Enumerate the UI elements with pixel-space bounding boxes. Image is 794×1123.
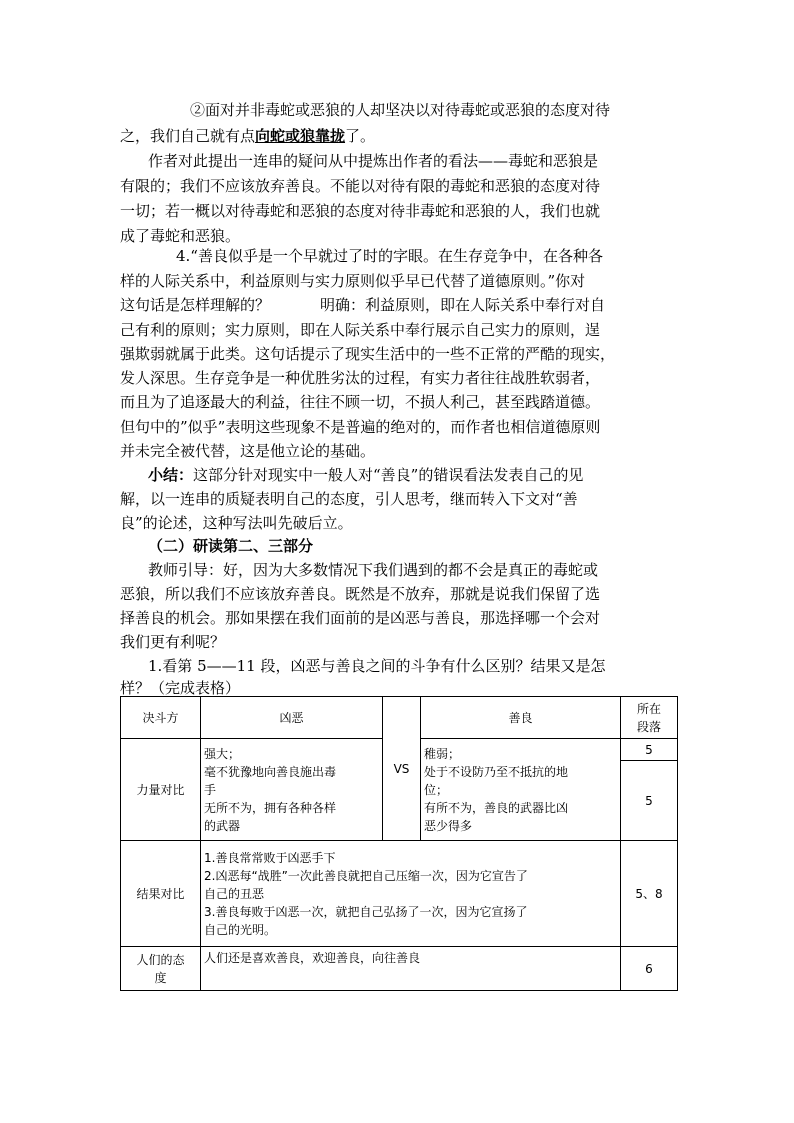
text-line: 发人深思。生存竞争是一种优胜劣汰的过程，有实力者往往战胜软弱者， bbox=[120, 369, 601, 387]
attitude-paragraph: 6 bbox=[621, 947, 678, 991]
row-label-attitude bbox=[121, 947, 201, 991]
text-line: 4.“善良似乎是一个早就过了时的字眼。在生存竞争中，在各种各 bbox=[176, 247, 603, 265]
power-paragraph-b: 5 bbox=[621, 761, 678, 841]
result-cell bbox=[201, 841, 621, 947]
text-line: 1.看第 5——11 段，凶恶与善良之间的斗争有什么区别？结果又是怎 bbox=[148, 657, 606, 675]
header-paragraph-line2: 段落 bbox=[636, 719, 661, 734]
text-span: 这句话是怎样理解的？ bbox=[120, 296, 271, 314]
cell-line: 毫不犹豫地向善良施出毒 bbox=[204, 764, 337, 779]
text-line: 成了毒蛇和恶狼。 bbox=[120, 227, 241, 245]
header-evil: 凶恶 bbox=[201, 697, 383, 739]
power-paragraph-a: 5 bbox=[621, 739, 678, 761]
attitude-cell: 人们还是喜欢善良，欢迎善良，向往善良 bbox=[201, 947, 621, 991]
text-line: 样？（完成表格） bbox=[120, 679, 241, 697]
cell-line: 的武器 bbox=[204, 818, 241, 833]
cell-line: 处于不设防乃至不抵抗的地 bbox=[424, 764, 569, 779]
table-header-row bbox=[121, 697, 678, 739]
cell-line: 人们的态 bbox=[136, 952, 185, 967]
cell-line: 无所不为，拥有各种各样 bbox=[204, 800, 337, 815]
text-line: 教师引导：好，因为大多数情况下我们遇到的都不会是真正的毒蛇或 bbox=[148, 561, 599, 579]
comparison-table bbox=[120, 696, 678, 991]
text-line: 恶狼，所以我们不应该放弃善良。既然是不放弃，那就是说我们保留了选 bbox=[120, 585, 601, 603]
power-evil-cell bbox=[201, 739, 383, 841]
cell-line: 3.善良每败于凶恶一次，就把自己弘扬了一次，因为它宣扬了 bbox=[204, 904, 528, 919]
underlined-phrase: 向蛇或狼靠拢 bbox=[255, 127, 346, 145]
text-span: 了。 bbox=[345, 127, 376, 145]
text-line bbox=[120, 127, 375, 145]
result-paragraph: 5、8 bbox=[621, 841, 678, 947]
text-line: ②面对并非毒蛇或恶狼的人却坚决以对待毒蛇或恶狼的态度对待 bbox=[190, 101, 611, 119]
vs-cell: VS bbox=[383, 697, 421, 841]
text-line: 有限的；我们不应该放弃善良。不能以对待有限的毒蛇和恶狼的态度对待 bbox=[120, 177, 601, 195]
cell-line: 稚弱； bbox=[424, 746, 461, 761]
header-party: 决斗方 bbox=[121, 697, 201, 739]
row-label-result: 结果对比 bbox=[121, 841, 201, 947]
table-row-attitude bbox=[121, 947, 678, 991]
cell-line: 位； bbox=[424, 782, 449, 797]
summary-label: 小结： bbox=[148, 466, 194, 484]
text-line: 己有利的原则；实力原则，即在人际关系中奉行展示自己实力的原则，逞 bbox=[120, 321, 601, 339]
cell-line: 自己的光明。 bbox=[204, 922, 277, 937]
section-heading: （二）研读第二、三部分 bbox=[148, 537, 314, 555]
text-line: 强欺弱就属于此类。这句话提示了现实生活中的一些不正常的严酷的现实， bbox=[120, 345, 616, 363]
text-line: 良”的论述，这种写法叫先破后立。 bbox=[120, 514, 353, 532]
header-paragraph-line1: 所在 bbox=[636, 701, 661, 716]
text-line: 而且为了追逐最大的利益，往往不顾一切，不损人利己，甚至践踏道德。 bbox=[120, 393, 601, 411]
header-paragraph bbox=[621, 697, 678, 739]
text-line bbox=[148, 466, 583, 484]
row-label-power: 力量对比 bbox=[121, 739, 201, 841]
text-line: 一切；若一概以对待毒蛇和恶狼的态度对待非毒蛇和恶狼的人，我们也就 bbox=[120, 202, 601, 220]
text-span: 之，我们自己就有点 bbox=[120, 127, 256, 145]
table-row-result bbox=[121, 841, 678, 947]
header-good: 善良 bbox=[421, 697, 621, 739]
text-line bbox=[120, 296, 605, 314]
text-line: 解，以一连串的质疑表明自己的态度，引人思考，继而转入下文对“善 bbox=[120, 490, 578, 508]
cell-line: 1.善良常常败于凶恶手下 bbox=[204, 850, 336, 865]
power-good-cell bbox=[421, 739, 621, 841]
cell-line: 手 bbox=[204, 782, 217, 797]
text-line: 但句中的”似乎”表明这些现象不是普遍的绝对的，而作者也相信道德原则 bbox=[120, 418, 601, 436]
cell-line: 有所不为，善良的武器比凶 bbox=[424, 800, 569, 815]
text-line: 我们更有利呢？ bbox=[120, 633, 226, 651]
text-span: 明确：利益原则，即在人际关系中奉行对自 bbox=[320, 296, 606, 314]
cell-line: 度 bbox=[154, 970, 167, 985]
cell-line: 自己的丑恶 bbox=[204, 886, 265, 901]
text-span: 这部分针对现实中一般人对“善良”的错误看法发表自己的见 bbox=[193, 466, 584, 484]
text-line: 作者对此提出一连串的疑问从中提炼出作者的看法——毒蛇和恶狼是 bbox=[148, 152, 599, 170]
text-line: 择善良的机会。那如果摆在我们面前的是凶恶与善良，那选择哪一个会对 bbox=[120, 609, 601, 627]
text-line: 样的人际关系中，利益原则与实力原则似乎早已代替了道德原则。”你对 bbox=[120, 272, 586, 290]
cell-line: 强大； bbox=[204, 746, 241, 761]
cell-line: 2.凶恶每“战胜”一次此善良就把自己压缩一次，因为它宣告了 bbox=[204, 868, 528, 883]
text-line: 并未完全被代替，这是他立论的基础。 bbox=[120, 442, 376, 460]
cell-line: 恶少得多 bbox=[424, 818, 473, 833]
